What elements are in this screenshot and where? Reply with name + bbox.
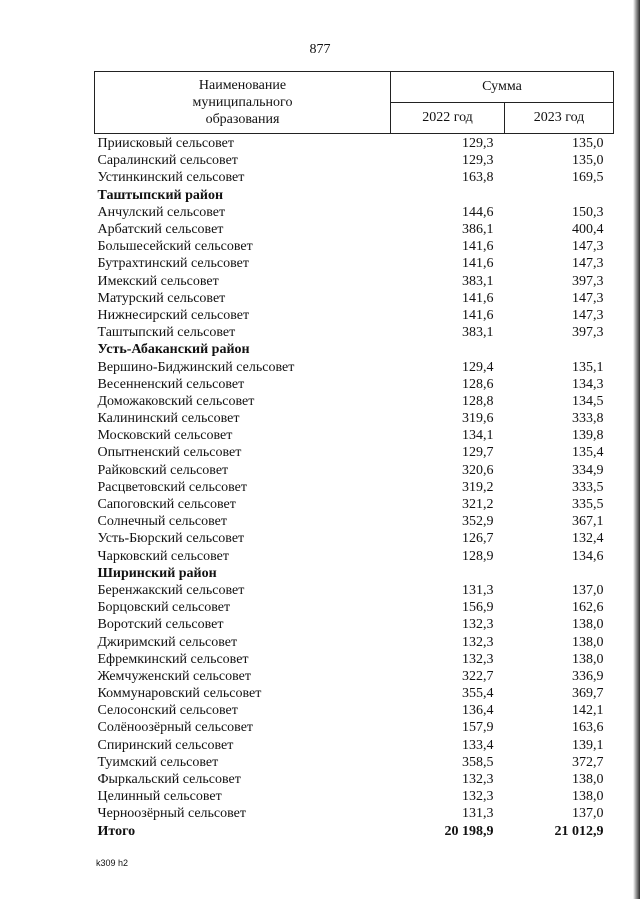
value-2022-cell: [391, 341, 505, 358]
value-2023-cell: 333,5: [572, 479, 604, 495]
municipality-name-cell: Беренжакский сельсовет: [97, 582, 245, 598]
value-2023-cell: 137,0: [572, 582, 604, 598]
table-row: [95, 410, 614, 427]
value-2022-cell: 132,3: [462, 634, 494, 650]
value-2022-cell: 131,3: [462, 582, 494, 598]
footer-code: k309 h2: [96, 858, 129, 868]
municipality-name-cell: Райковский сельсовет: [97, 462, 229, 478]
municipality-name-cell: Спиринский сельсовет: [97, 737, 234, 753]
table-row: [95, 290, 614, 307]
value-2022-cell: 20 198,9: [444, 823, 494, 839]
table-row: [95, 685, 614, 702]
value-2023-cell: 400,4: [572, 222, 604, 238]
value-2022-cell: 128,6: [462, 376, 494, 392]
scan-edge-shadow: [633, 0, 640, 899]
municipality-name-cell: Фыркальский сельсовет: [97, 772, 241, 788]
value-2023-cell: 138,0: [572, 617, 604, 633]
value-2022-cell: 322,7: [462, 668, 494, 684]
value-2022-cell: 358,5: [462, 754, 494, 770]
value-2022-cell: 141,6: [462, 290, 494, 306]
value-2022-cell: 133,4: [462, 737, 494, 753]
value-2022-cell: 132,3: [462, 789, 494, 805]
table-row: [95, 754, 614, 771]
municipality-name-cell: Усть-Бюрский сельсовет: [97, 531, 245, 547]
value-2022-cell: 141,6: [462, 256, 494, 272]
value-2023-cell: 134,6: [572, 548, 604, 564]
value-2023-cell: 138,0: [572, 634, 604, 650]
municipality-name-cell: Арбатский сельсовет: [97, 222, 224, 238]
municipality-name-cell: Ширинский район: [97, 565, 217, 581]
municipality-name-cell: Матурский сельсовет: [97, 290, 226, 306]
value-2023-cell: 367,1: [572, 514, 604, 530]
table-body: [95, 134, 614, 840]
table-row: [95, 462, 614, 479]
value-2022-cell: 129,7: [462, 445, 494, 461]
municipality-name-cell: Черноозёрный сельсовет: [97, 806, 246, 822]
value-2023-cell: 169,5: [572, 170, 604, 186]
column-header-sum: Сумма: [391, 72, 614, 103]
value-2022-cell: 163,8: [462, 170, 494, 186]
municipality-name-cell: Калининский сельсовет: [97, 411, 240, 427]
table-row: [95, 444, 614, 461]
municipality-name-cell: Опытненский сельсовет: [97, 445, 242, 461]
value-2023-cell: [505, 565, 614, 582]
district-row: [95, 187, 614, 204]
header-name-line: муниципального: [192, 95, 293, 110]
table-row: [95, 633, 614, 650]
table-header: [95, 72, 614, 134]
table-row: [95, 273, 614, 290]
value-2023-cell: 147,3: [572, 239, 604, 255]
table-row: [95, 496, 614, 513]
value-2022-cell: 319,2: [462, 479, 494, 495]
value-2023-cell: 397,3: [572, 273, 604, 289]
column-header-2022: 2022 год: [391, 103, 505, 134]
value-2023-cell: 147,3: [572, 307, 604, 323]
table-row: [95, 513, 614, 530]
value-2023-cell: 139,8: [572, 428, 604, 444]
municipality-name-cell: Имекский сельсовет: [97, 273, 219, 289]
municipality-name-cell: Таштыпский район: [97, 187, 224, 203]
table-row: [95, 204, 614, 221]
value-2022-cell: 132,3: [462, 617, 494, 633]
value-2022-cell: [391, 565, 505, 582]
header-name-line: Наименование: [198, 78, 287, 93]
table-row: [95, 548, 614, 565]
table-row: [95, 616, 614, 633]
municipality-name-cell: Целинный сельсовет: [97, 789, 222, 805]
value-2023-cell: 369,7: [572, 686, 604, 702]
page-number: 877: [309, 42, 331, 57]
table-row: [95, 719, 614, 736]
table-row: [95, 737, 614, 754]
value-2023-cell: 147,3: [572, 290, 604, 306]
municipality-name-cell: Вершино-Биджинский сельсовет: [97, 359, 295, 375]
value-2023-cell: 135,1: [572, 359, 604, 375]
value-2023-cell: 137,0: [572, 806, 604, 822]
value-2023-cell: 142,1: [572, 703, 604, 719]
table-row: [95, 599, 614, 616]
value-2022-cell: 128,8: [462, 393, 494, 409]
table-row: [95, 393, 614, 410]
value-2023-cell: 334,9: [572, 462, 604, 478]
municipality-name-cell: Таштыпский сельсовет: [97, 325, 236, 341]
table-row: [95, 134, 614, 153]
table-row: [95, 169, 614, 186]
value-2022-cell: 136,4: [462, 703, 494, 719]
municipality-name-cell: Анчулский сельсовет: [97, 204, 226, 220]
value-2022-cell: 134,1: [462, 428, 494, 444]
table-row: [95, 582, 614, 599]
value-2022-cell: 129,3: [462, 153, 494, 169]
value-2022-cell: 157,9: [462, 720, 494, 736]
value-2023-cell: [505, 341, 614, 358]
municipality-name-cell: Солёноозёрный сельсовет: [97, 720, 254, 736]
value-2023-cell: 139,1: [572, 737, 604, 753]
value-2023-cell: 335,5: [572, 497, 604, 513]
district-row: [95, 341, 614, 358]
value-2023-cell: 134,3: [572, 376, 604, 392]
table-row: [95, 376, 614, 393]
municipality-name-cell: Коммунаровский сельсовет: [97, 686, 262, 702]
municipality-name-cell: Московский сельсовет: [97, 428, 233, 444]
value-2023-cell: 147,3: [572, 256, 604, 272]
table-row: [95, 255, 614, 272]
municipality-name-cell: Итого: [97, 823, 136, 839]
table-row: [95, 805, 614, 822]
budget-table: [94, 71, 614, 840]
table-row: [95, 427, 614, 444]
value-2022-cell: 352,9: [462, 514, 494, 530]
value-2022-cell: [391, 187, 505, 204]
value-2023-cell: 138,0: [572, 789, 604, 805]
value-2023-cell: 372,7: [572, 754, 604, 770]
column-header-2023: 2023 год: [505, 103, 614, 134]
table-row: [95, 530, 614, 547]
value-2023-cell: 21 012,9: [554, 823, 604, 839]
value-2022-cell: 386,1: [462, 222, 494, 238]
value-2023-cell: 138,0: [572, 772, 604, 788]
value-2022-cell: 128,9: [462, 548, 494, 564]
district-row: [95, 565, 614, 582]
value-2023-cell: [505, 187, 614, 204]
value-2023-cell: 135,0: [572, 136, 604, 152]
value-2023-cell: 134,5: [572, 393, 604, 409]
municipality-name-cell: Чарковский сельсовет: [97, 548, 229, 564]
value-2022-cell: 319,6: [462, 411, 494, 427]
value-2023-cell: 162,6: [572, 600, 604, 616]
value-2022-cell: 355,4: [462, 686, 494, 702]
value-2023-cell: 135,4: [572, 445, 604, 461]
value-2022-cell: 141,6: [462, 239, 494, 255]
value-2022-cell: 131,3: [462, 806, 494, 822]
municipality-name-cell: Сапоговский сельсовет: [97, 497, 236, 513]
column-header-name: [95, 72, 391, 134]
value-2022-cell: 126,7: [462, 531, 494, 547]
municipality-name-cell: Приисковый сельсовет: [97, 136, 234, 152]
municipality-name-cell: Бутрахтинский сельсовет: [97, 256, 249, 272]
municipality-name-cell: Нижнесирский сельсовет: [97, 307, 250, 323]
municipality-name-cell: Ефремкинский сельсовет: [97, 651, 249, 667]
value-2022-cell: 156,9: [462, 600, 494, 616]
table-row: [95, 668, 614, 685]
table-row: [95, 307, 614, 324]
municipality-name-cell: Туимский сельсовет: [97, 754, 219, 770]
total-row: [95, 823, 614, 840]
municipality-name-cell: Устинкинский сельсовет: [97, 170, 245, 186]
municipality-name-cell: Солнечный сельсовет: [97, 514, 227, 530]
table-row: [95, 238, 614, 255]
municipality-name-cell: Воротский сельсовет: [97, 617, 224, 633]
value-2023-cell: 397,3: [572, 325, 604, 341]
value-2022-cell: 132,3: [462, 772, 494, 788]
municipality-name-cell: Большесейский сельсовет: [97, 239, 253, 255]
value-2022-cell: 383,1: [462, 325, 494, 341]
value-2022-cell: 141,6: [462, 307, 494, 323]
value-2023-cell: 132,4: [572, 531, 604, 547]
value-2022-cell: 129,3: [462, 136, 494, 152]
value-2023-cell: 163,6: [572, 720, 604, 736]
municipality-name-cell: Усть-Абаканский район: [97, 342, 250, 358]
table-row: [95, 771, 614, 788]
header-name-line: образования: [205, 112, 280, 127]
value-2023-cell: 150,3: [572, 204, 604, 220]
value-2022-cell: 320,6: [462, 462, 494, 478]
value-2023-cell: 333,8: [572, 411, 604, 427]
municipality-name-cell: Жемчуженский сельсовет: [97, 668, 252, 684]
value-2022-cell: 132,3: [462, 651, 494, 667]
municipality-name-cell: Доможаковский сельсовет: [97, 393, 255, 409]
municipality-name-cell: Борцовский сельсовет: [97, 600, 231, 616]
table-row: [95, 788, 614, 805]
table-row: [95, 152, 614, 169]
value-2023-cell: 138,0: [572, 651, 604, 667]
table-row: [95, 479, 614, 496]
municipality-name-cell: Саралинский сельсовет: [97, 153, 238, 169]
table-row: [95, 702, 614, 719]
table-row: [95, 221, 614, 238]
value-2022-cell: 383,1: [462, 273, 494, 289]
municipality-name-cell: Расцветовский сельсовет: [97, 479, 247, 495]
table-row: [95, 651, 614, 668]
value-2023-cell: 336,9: [572, 668, 604, 684]
value-2023-cell: 135,0: [572, 153, 604, 169]
value-2022-cell: 129,4: [462, 359, 494, 375]
value-2022-cell: 144,6: [462, 204, 494, 220]
table-row: [95, 358, 614, 375]
value-2022-cell: 321,2: [462, 497, 494, 513]
municipality-name-cell: Джиримский сельсовет: [97, 634, 238, 650]
municipality-name-cell: Селосонский сельсовет: [97, 703, 238, 719]
municipality-name-cell: Весенненский сельсовет: [97, 376, 245, 392]
table-row: [95, 324, 614, 341]
